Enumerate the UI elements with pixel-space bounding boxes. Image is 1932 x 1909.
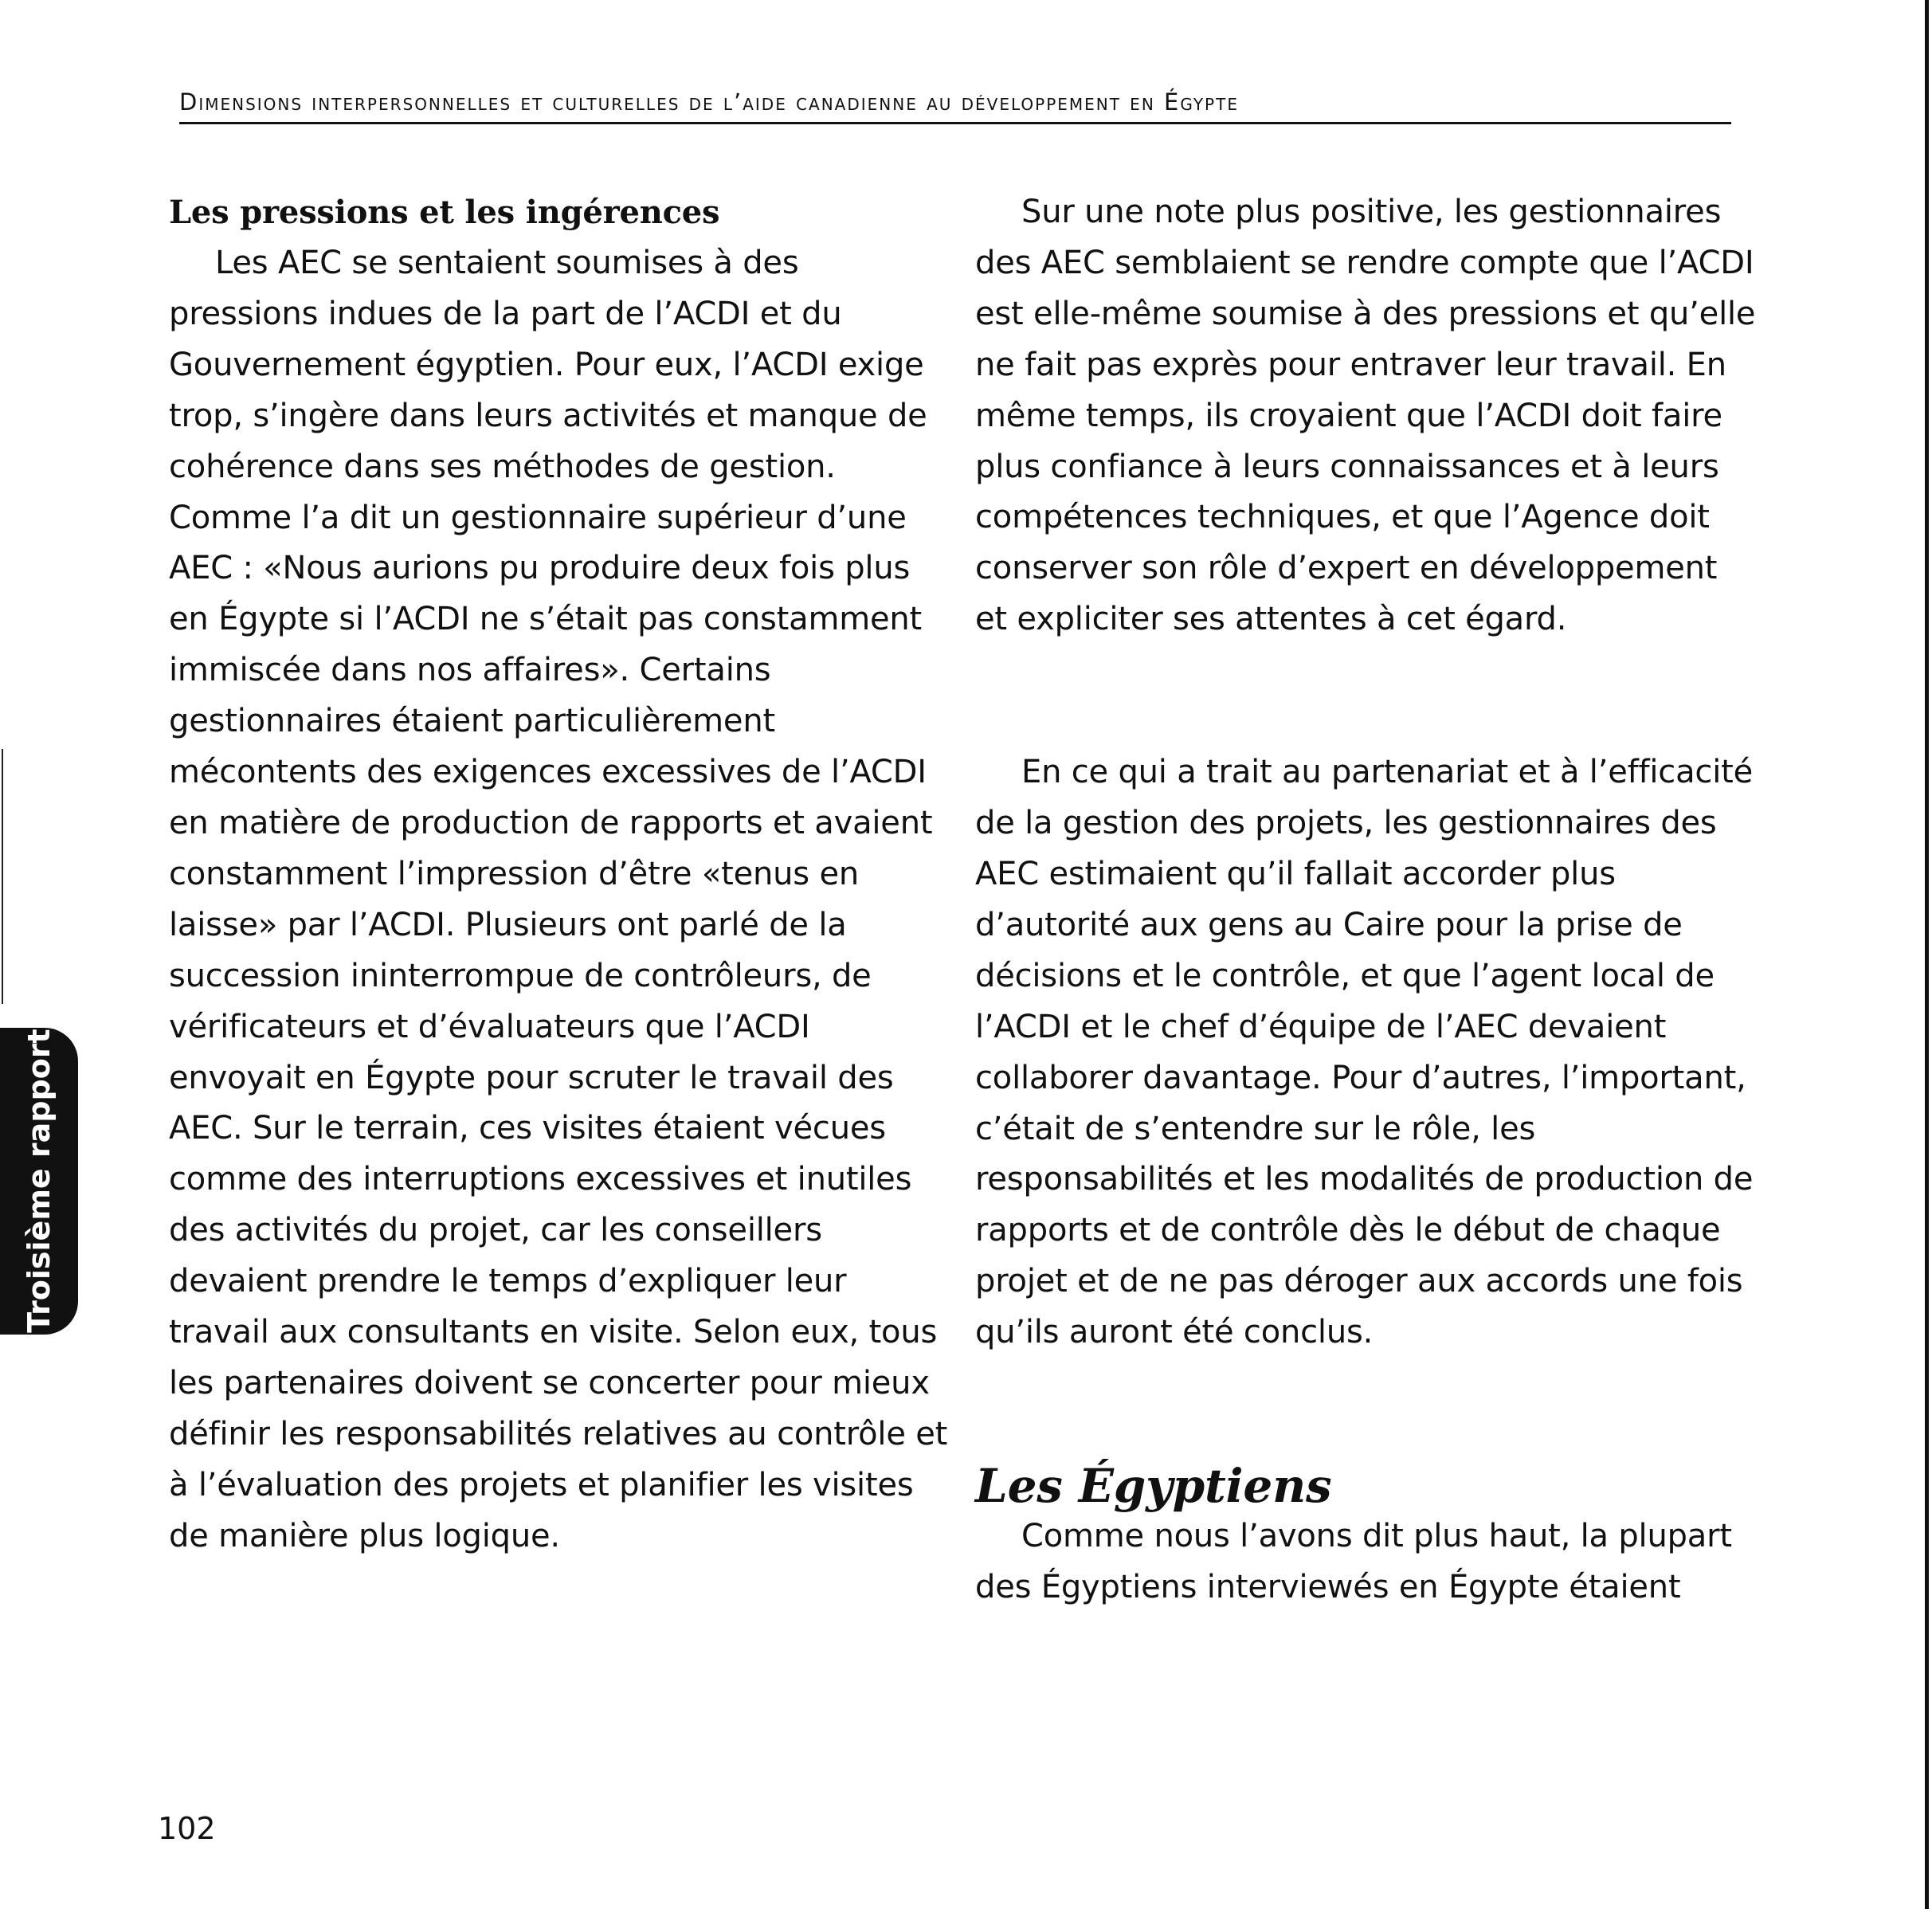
paragraph: Sur une note plus positive, les gestionnaires des AEC semblaient se rendre compte que l’ACDI est elle-même soumise à des pressions et qu’elle ne fait pas exprès pour entraver leur travail. En même temps, ils croyaient que l’ACDI doit faire plus confiance à leurs connaissances et à leurs compétences techniques, et que l’Agence doit conserver son rôle d’expert en développement et expliciter ses attentes à cet égard. (975, 194, 1756, 638)
right-column (975, 187, 1756, 1613)
page-number: 102 (158, 1811, 216, 1846)
chapter-heading: Les Égyptiens (975, 1459, 1332, 1514)
paragraph: Les AEC se sentaient soumises à des pressions indues de la part de l’ACDI et du Gouvernement égyptien. Pour eux, l’ACDI exige trop, s’ingère dans leurs activités et manque de cohérence dans ses méthodes de gestion. Comme l’a dit un gestionnaire supérieur d’une AEC : «Nous aurions pu produire deux fois plus en Égypte si l’ACDI ne s’était pas constamment immiscée dans nos affaires». Certains gestionnaires étaient particulièrement mécontents des exigences excessives de l’ACDI en matière de production de rapports et avaient constamment l’impression d’être «tenus en laisse» par l’ACDI. Plusieurs ont parlé de la succession ininterrompue de contrôleurs, de vérificateurs et d’évaluateurs que l’ACDI envoyait en Égypte pour scruter le travail des AEC. Sur le terrain, ces visites étaient vécues comme des interruptions excessives et inutiles des activités du projet, car les conseillers devaient prendre le temps d’expliquer leur travail aux consultants en visite. Selon eux, tous les partenaires doivent se concerter pour mieux définir les responsabilités relatives au contrôle et à l’évaluation des projets et planifier les visites de manière plus logique. (169, 245, 948, 1554)
side-tab (0, 1028, 78, 1335)
paragraph-gap (975, 1358, 1756, 1435)
scan-edge-mark (1925, 0, 1929, 1909)
paragraph: En ce qui a trait au partenariat et à l’efficacité de la gestion des projets, les gestionnaires des AEC estimaient qu’il fallait accorder plus d’autorité aux gens au Caire pour la prise de décisions et le contrôle, et que l’agent local de l’ACDI et le chef d’équipe de l’AEC devaient collaborer davantage. Pour d’autres, l’important, c’était de s’entendre sur le rôle, les responsabilités et les modalités de production de rapports et de contrôle dès le début de chaque projet et de ne pas déroger aux accords une fois qu’ils auront été conclus. (975, 754, 1754, 1351)
side-tab-label: Troisième rapport (22, 1029, 57, 1333)
paragraph-gap (975, 645, 1756, 747)
scan-edge-mark (2, 749, 3, 1004)
paragraph: Comme nous l’avons dit plus haut, la plupart des Égyptiens interviewés en Égypte étaient (975, 1518, 1732, 1605)
section-heading: Les pressions et les ingérences (169, 194, 720, 231)
header-rule (179, 122, 1731, 124)
running-header: Dimensions interpersonnelles et culturelles de l’aide canadienne au développement en Égypte (179, 88, 1239, 116)
left-column (169, 187, 950, 1562)
